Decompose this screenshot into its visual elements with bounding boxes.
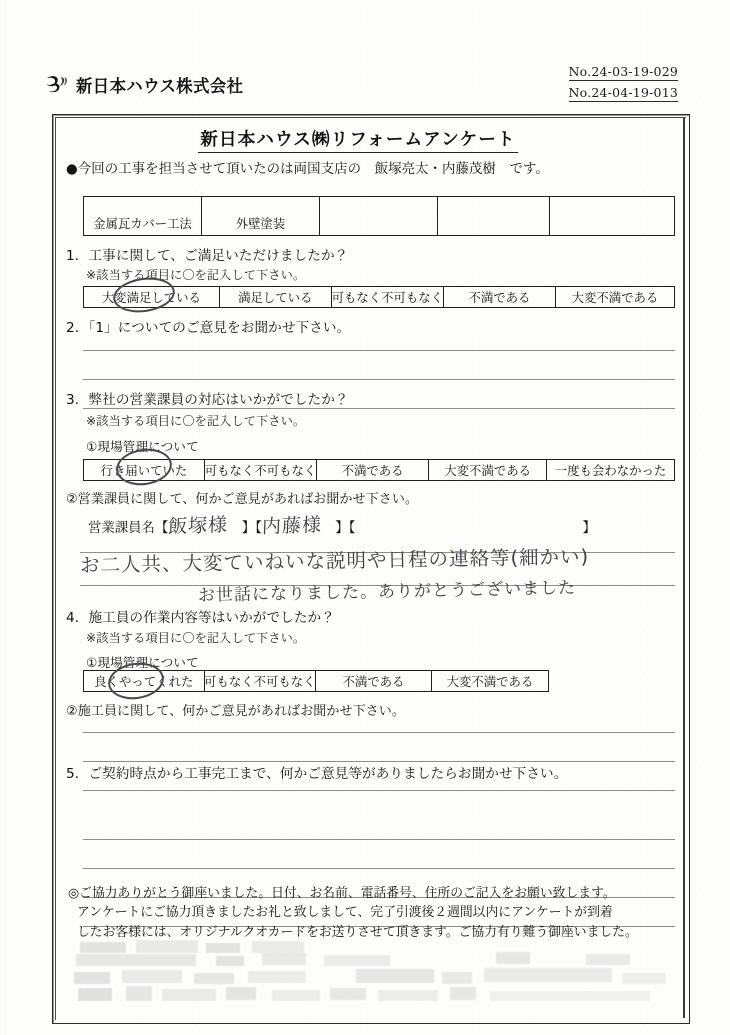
question-1-options — [83, 286, 675, 308]
name-bracket-close-2: 】【 — [321, 521, 356, 536]
question-3-text: 3．弊社の営業課員の対応はいかがでしたか？ — [66, 392, 349, 408]
page-right-margin-rule — [683, 118, 685, 1018]
q3-option-2[interactable]: 不満である — [317, 460, 429, 480]
name-bracket-close-3: 】 — [475, 521, 596, 536]
q3-option-4[interactable]: 一度も会わなかった — [554, 463, 667, 478]
q1-option-3[interactable]: 不満である — [444, 287, 556, 307]
notice-line-1: ◎ご協力ありがとう御座いました。日付、お名前、電話番号、住所のご記入をお願い致します。 — [68, 886, 616, 901]
question-5-text: 5．ご契約時点から工事完工まで、何かご意見等がありましたらお聞かせ下さい。 — [66, 766, 568, 782]
form-title — [58, 126, 658, 151]
question-3-subheading: ①現場管理について — [86, 439, 199, 454]
q2-answer-line-1[interactable] — [83, 350, 675, 351]
sales-staff-name-row — [88, 511, 596, 538]
work-type-cell-2: 外壁塗装 — [202, 197, 320, 235]
question-1-text: 1．工事に関して、ご満足いただけましたか？ — [66, 248, 349, 264]
q4-answer-line-1[interactable] — [83, 732, 675, 733]
sales-staff-name-label: 営業課員名【 — [88, 521, 169, 536]
form-body — [58, 118, 682, 1018]
bottom-notice — [68, 884, 638, 942]
q3-option-0[interactable]: 行き届いていた — [84, 460, 205, 480]
work-type-table — [83, 196, 675, 236]
q4-answer-line-3[interactable] — [83, 790, 675, 791]
q5-answer-line-1[interactable] — [83, 839, 675, 840]
q1-option-0[interactable]: 大変満足している — [84, 287, 220, 307]
company-logo — [44, 72, 251, 97]
work-type-cell-5 — [550, 197, 674, 235]
work-type-cell-3 — [320, 197, 438, 235]
question-4-subheading: ①現場管理について — [86, 655, 199, 670]
q4-option-3[interactable]: 大変不満である — [446, 674, 534, 689]
q1-option-4[interactable]: 大変不満である — [571, 290, 659, 305]
q3-option-1[interactable]: 可もなく不可もなく — [205, 460, 317, 480]
q2-answer-line-2[interactable] — [83, 379, 675, 380]
sales-staff-name-value-3[interactable] — [355, 530, 475, 534]
reference-number-1: No.24-03-19-029 — [568, 64, 678, 79]
q1-option-1[interactable]: 満足している — [220, 287, 332, 307]
page-header — [0, 0, 730, 112]
question-1-note: ※該当する項目に〇を記入して下さい。 — [86, 268, 306, 282]
question-3-options — [83, 459, 675, 481]
q3-handwritten-comment-line-2: お世話になりました。ありがとうございました — [197, 578, 577, 606]
q3-handwritten-comment-line-1: お二人共、大変ていねいな説明や日程の連絡等(細かい) — [79, 545, 590, 577]
question-4-note: ※該当する項目に〇を記入して下さい。 — [86, 631, 306, 645]
question-2-text: 2．「1」についてのご意見をお聞かせ下さい。 — [66, 320, 351, 336]
q1-option-2[interactable]: 可もなく不可もなく — [332, 287, 444, 307]
question-3-sub2: ②営業課員に関して、何かご意見があればお聞かせ下さい。 — [66, 492, 419, 507]
swoosh-logo-icon — [44, 74, 70, 96]
reference-number-block — [569, 64, 678, 106]
work-type-cell-4 — [438, 197, 550, 235]
q4-option-1[interactable]: 可もなく不可もなく — [205, 671, 316, 691]
question-3-note: ※該当する項目に〇を記入して下さい。 — [86, 414, 306, 428]
question-4-text: 4．施工員の作業内容等はいかがでしたか？ — [66, 610, 335, 626]
question-4-options — [83, 670, 549, 692]
q3-option-3[interactable]: 大変不満である — [429, 460, 547, 480]
q4-option-2[interactable]: 不満である — [316, 671, 432, 691]
lead-paragraph: ●今回の工事を担当させて頂いたのは両国支店の 飯塚亮太・内藤茂樹 です。 — [66, 162, 549, 177]
form-title-text: 新日本ハウス㈱リフォームアンケート — [198, 130, 517, 153]
work-type-cell-1: 金属瓦カバー工法 — [84, 197, 202, 235]
notice-line-3: したお客様には、オリジナルクオカードをお送りさせて頂きます。ご協力有り難う御座いました。 — [77, 924, 638, 940]
q4-option-0[interactable]: 良くやってくれた — [84, 671, 205, 691]
question-4-sub2: ②施工員に関して、何かご意見があればお聞かせ下さい。 — [66, 704, 405, 719]
sales-staff-name-value-1[interactable]: 飯塚様 — [167, 513, 229, 539]
reference-number-2: No.24-04-19-013 — [568, 85, 678, 100]
company-name: 新日本ハウス株式会社 — [76, 77, 244, 97]
redacted-personal-info-block — [66, 940, 666, 1018]
name-bracket-close-1: 】【 — [228, 521, 262, 536]
q2-answer-line-3[interactable] — [83, 408, 675, 409]
sales-staff-name-value-2[interactable]: 内藤様 — [261, 513, 323, 539]
q5-answer-line-2[interactable] — [83, 868, 675, 869]
notice-line-2: アンケートにご協力頂きましたお礼と致しまして、完了引渡後２週間以内にアンケートが到着 — [77, 905, 613, 921]
